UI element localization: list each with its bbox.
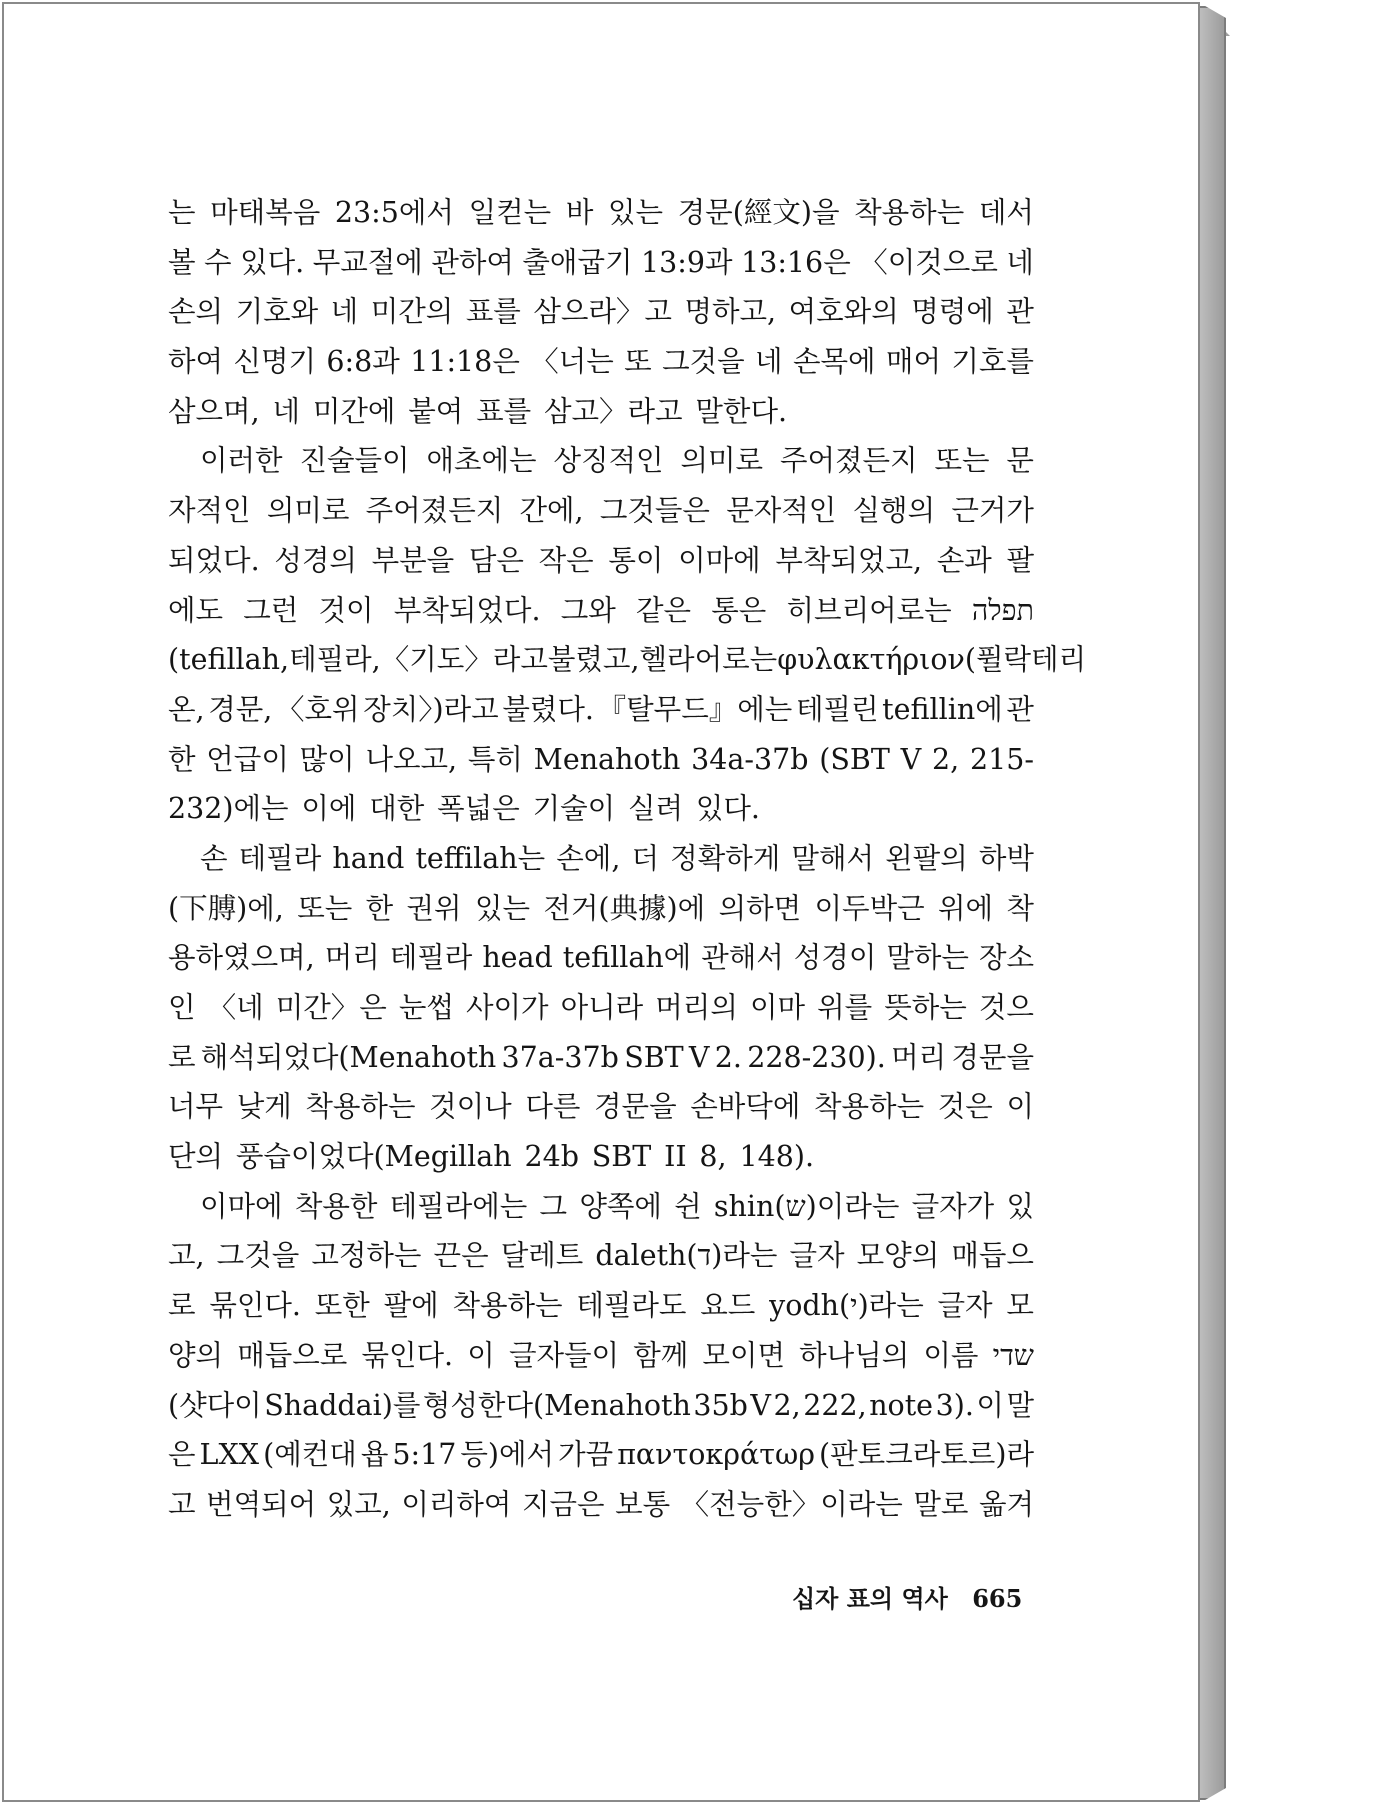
word: 부착되었고,: [775, 543, 923, 577]
word: 34a-37b: [691, 742, 809, 776]
word: 이: [976, 1388, 1004, 1422]
text-line: [168, 784, 1034, 834]
text-line: [168, 1281, 1034, 1331]
word: 〈네: [207, 991, 264, 1024]
word: 너무: [168, 1090, 224, 1124]
word: note: [869, 1388, 934, 1422]
word: 미간에: [312, 394, 396, 428]
word: (퓔락테리: [964, 643, 1087, 677]
word: 매듭으로: [237, 1338, 348, 1372]
word: 불렸고,: [547, 643, 640, 677]
word: 단의: [168, 1140, 224, 1174]
word: 6:8과: [326, 345, 400, 379]
word: 자적인: [168, 494, 251, 528]
text-line: [168, 536, 1034, 586]
page-footer: [792, 1579, 1022, 1614]
word: 매듭으: [951, 1239, 1034, 1273]
word: shin(ש)이라는: [713, 1189, 900, 1223]
word: 사이가: [465, 991, 549, 1024]
word: 해석되었다(Menahoth: [200, 1040, 497, 1074]
word: 부착되었다.: [393, 593, 541, 627]
word: 228-230).: [747, 1040, 886, 1074]
word: 35b: [693, 1388, 748, 1422]
word: 가끔: [558, 1438, 614, 1472]
word: 네: [330, 295, 359, 329]
word: 테필라,: [289, 643, 381, 677]
word: 〈이것으로: [859, 245, 998, 279]
word: 애초에는: [426, 444, 537, 478]
text-line: [168, 1430, 1034, 1480]
word: 5:17: [392, 1438, 457, 1472]
word: 〈호위: [276, 692, 360, 726]
text-line: [168, 188, 1034, 238]
text-line: [168, 635, 1087, 685]
word: V: [900, 742, 922, 776]
word: 말하는: [886, 941, 969, 975]
word: παντοκράτωρ: [617, 1438, 815, 1472]
word: 말로: [913, 1487, 969, 1521]
word: 것이나: [429, 1090, 512, 1124]
word: 불렸다.: [502, 692, 594, 726]
text-line: [168, 238, 1034, 288]
word: teffilah는: [415, 841, 546, 875]
word: 그: [539, 1189, 568, 1223]
word: 그것을: [662, 345, 745, 379]
word: 정확하게: [670, 841, 781, 875]
word: 되었다.: [168, 543, 260, 577]
word: 하나님의: [799, 1338, 910, 1372]
word: 나오고,: [365, 742, 458, 776]
word: 〈전능한〉이라는: [680, 1487, 903, 1521]
word: 주어졌든지: [779, 444, 918, 478]
word: 장치〉)라고: [363, 692, 499, 726]
word: 지금은: [521, 1487, 605, 1521]
word: 한: [168, 742, 196, 776]
word: hand: [332, 841, 405, 875]
word: 상징적인: [553, 444, 664, 478]
word: 미간의: [370, 295, 454, 329]
word: 표를: [476, 394, 532, 428]
word: 이마에: [200, 1189, 283, 1223]
word: 달레트: [500, 1239, 584, 1273]
word: 손: [200, 841, 228, 875]
page-number: 665: [972, 1584, 1023, 1613]
text-line: [168, 933, 1034, 983]
word: 히브리어로는: [786, 593, 952, 627]
word: 의하면: [718, 891, 802, 925]
word: 실행의: [852, 494, 936, 528]
word: 주어졌든지: [365, 494, 504, 528]
word: 관: [1006, 692, 1034, 726]
word: 232)에는: [168, 792, 289, 826]
word: 이에: [301, 792, 357, 826]
word: 것이: [318, 593, 374, 627]
word: 기호와: [235, 295, 319, 329]
word: 37a-37b: [501, 1040, 619, 1074]
word: 통은: [711, 593, 767, 627]
word: (tefillah,: [168, 643, 290, 677]
word: daleth(ד)라는: [595, 1239, 778, 1273]
word: 머리의: [655, 991, 738, 1024]
word: 것으: [978, 991, 1034, 1024]
word: 8,: [699, 1140, 727, 1174]
word: 일컫는: [468, 196, 552, 229]
text-line: [168, 1480, 1034, 1530]
word: 네: [755, 345, 783, 379]
text-line: [168, 884, 1034, 934]
word: 그것을: [216, 1239, 300, 1273]
word: 담은: [468, 543, 524, 577]
word: (SBT: [819, 742, 890, 776]
text-line: [168, 387, 1034, 437]
text-line: [168, 1132, 1034, 1182]
word: 테필라도: [576, 1289, 687, 1323]
word: 있고,: [326, 1487, 391, 1521]
word: 모양의: [856, 1239, 940, 1273]
word: 은: [168, 1438, 196, 1472]
word: 등)에서: [460, 1438, 555, 1472]
word: φυλακτήριον: [777, 643, 965, 677]
word: 이: [467, 1338, 495, 1372]
word: 머리: [324, 941, 380, 975]
word: (예컨대: [263, 1438, 357, 1472]
word: 같은: [635, 593, 692, 627]
word: 테필라: [389, 941, 473, 975]
word: 『탈무드』에는: [597, 692, 793, 726]
word: 손바닥에: [690, 1090, 801, 1124]
word: 손에,: [556, 841, 621, 875]
word: 있: [1006, 1189, 1034, 1223]
word: 언급이: [206, 742, 289, 776]
text-line: [168, 1381, 1034, 1431]
word: 장소: [978, 941, 1034, 975]
word: 고: [168, 1487, 196, 1521]
word: 매어: [885, 345, 941, 379]
word: 표를: [465, 295, 521, 329]
word: 로: [168, 1289, 196, 1323]
word: 출애굽기: [522, 245, 633, 279]
word: 손목에: [792, 345, 876, 379]
running-title: 십자 표의 역사: [792, 1585, 948, 1613]
word: 낮게: [236, 1090, 292, 1124]
word: 이름: [923, 1338, 979, 1372]
word: 용하였으며,: [168, 941, 315, 975]
text-line: [168, 486, 1034, 536]
word: 말: [1006, 1388, 1034, 1422]
word: 왼팔의: [885, 841, 968, 875]
word: 문자적인: [726, 494, 837, 528]
text-line: [168, 1033, 1034, 1083]
word: 눈썹: [398, 991, 454, 1024]
word: 무교절에: [312, 245, 423, 279]
word: 13:16은: [741, 245, 851, 279]
word: 고정하는: [311, 1239, 422, 1273]
word: 아니라: [560, 991, 644, 1024]
word: 착용하는: [854, 196, 965, 229]
word: 형성한다(Menahoth: [422, 1388, 691, 1422]
word: 손과: [936, 543, 992, 577]
word: 위에: [938, 891, 994, 925]
word: 말해서: [791, 841, 875, 875]
word: 삼으며,: [168, 394, 260, 428]
word: II: [664, 1140, 687, 1174]
word: 또한: [314, 1289, 370, 1323]
word: 인: [168, 991, 196, 1024]
word: 번역되어: [206, 1487, 317, 1521]
word: 테필라에는: [389, 1189, 528, 1223]
word: 테필라: [238, 841, 322, 875]
text-line: [168, 735, 1034, 785]
body-text: [168, 188, 1087, 1530]
word: 이: [1006, 1090, 1034, 1124]
word: 특히: [467, 742, 523, 776]
word: 삼으라〉고: [533, 295, 672, 329]
text-line: [168, 685, 1034, 735]
word: 미간〉은: [275, 991, 387, 1024]
word: 착용한: [294, 1189, 378, 1223]
word: 수: [204, 245, 232, 279]
word: 바: [565, 196, 594, 229]
word: 문: [1006, 444, 1034, 478]
text-line: [168, 834, 1034, 884]
word: 요드: [700, 1289, 756, 1323]
word: 또: [624, 345, 652, 379]
text-line: [168, 586, 1034, 636]
word: 삼고〉라고: [543, 394, 683, 428]
word: 관하여: [431, 245, 514, 279]
word: 로: [168, 1040, 196, 1074]
word: V: [688, 1040, 710, 1074]
word: 함께: [633, 1338, 689, 1372]
word: 착용하는: [305, 1090, 416, 1124]
word: 하박: [978, 841, 1034, 875]
word: 위를: [817, 991, 873, 1024]
word: 명하고,: [684, 295, 777, 329]
word: 것은: [937, 1090, 993, 1124]
word: 부분을: [371, 543, 455, 577]
word: 묶인다.: [361, 1338, 454, 1372]
word: SBT: [591, 1140, 652, 1174]
word: 기술이: [532, 792, 616, 826]
word: 말한다.: [695, 394, 788, 428]
word: 다른: [525, 1090, 581, 1124]
word: 테필린: [795, 692, 879, 726]
word: tefillah에: [562, 941, 692, 975]
text-line: [168, 287, 1034, 337]
word: tefillin에: [882, 692, 1003, 726]
word: 욥: [360, 1438, 389, 1472]
word: 있는: [474, 891, 530, 925]
word: 경문을: [594, 1090, 677, 1124]
word: 에도: [168, 593, 224, 627]
text-line: [168, 1182, 1034, 1232]
word: 신명기: [233, 345, 317, 379]
word: 착용하는: [452, 1289, 563, 1323]
word: 보통: [615, 1487, 671, 1521]
word: LXX: [199, 1438, 260, 1472]
word: 여호와의: [788, 295, 899, 329]
word: 하여: [168, 345, 224, 379]
word: (下膊)에,: [168, 891, 284, 925]
word: 양의: [168, 1338, 224, 1372]
word: 〈기도〉라고: [380, 643, 548, 677]
word: 끈은: [433, 1239, 489, 1273]
word: 11:18은: [410, 345, 520, 379]
word: 성경이: [793, 941, 877, 975]
word: 풍습이었다(Megillah: [235, 1140, 512, 1174]
word: 글자: [937, 1289, 993, 1323]
word: yodh(י)라는: [769, 1289, 924, 1323]
word: 그것들은: [599, 494, 710, 528]
word: 있다.: [695, 792, 760, 826]
word: 또는: [934, 444, 990, 478]
word: 고,: [168, 1239, 205, 1273]
word: 관해서: [701, 941, 784, 975]
word: 통이: [608, 543, 664, 577]
word: 네: [1006, 245, 1034, 279]
word: 머리: [891, 1040, 947, 1074]
word: 이두박근: [814, 891, 925, 925]
word: 이리하여: [401, 1487, 512, 1521]
word: 글자: [789, 1239, 845, 1273]
word: 데서: [978, 196, 1034, 229]
word: 팔: [1006, 543, 1034, 577]
word: 의미로: [266, 494, 350, 528]
word: 손의: [168, 295, 224, 329]
word: 의미로: [680, 444, 764, 478]
word: 네: [272, 394, 300, 428]
word: 팔에: [383, 1289, 439, 1323]
word: 글자가: [911, 1189, 995, 1223]
word: 24b: [524, 1140, 579, 1174]
word: 는: [168, 196, 196, 229]
word: 권위: [406, 891, 462, 925]
text-line: [168, 436, 1034, 486]
word: 관: [1006, 295, 1034, 329]
word: 이러한: [200, 444, 283, 478]
word: 3).: [935, 1388, 974, 1422]
word: 2.: [714, 1040, 742, 1074]
word: Shaddai)를: [264, 1388, 421, 1422]
word: 이마에: [678, 543, 761, 577]
text-line: [168, 1231, 1034, 1281]
word: 헬라어로는: [639, 643, 778, 677]
word: 그런: [243, 593, 299, 627]
word: head: [482, 941, 553, 975]
word: 쉰: [674, 1189, 702, 1223]
word: 양쪽에: [579, 1189, 662, 1223]
word: 볼: [168, 245, 196, 279]
word: 성경의: [274, 543, 357, 577]
word: 명령에: [911, 295, 994, 329]
word: 〈너는: [530, 345, 614, 379]
word: 경문,: [208, 692, 273, 726]
text-line: [168, 1082, 1034, 1132]
word: 2,: [931, 742, 960, 776]
word: 실려: [627, 792, 684, 826]
word: SBT: [624, 1040, 684, 1074]
word: 모: [1006, 1289, 1034, 1323]
word: 묶인다.: [209, 1289, 301, 1323]
word: 많이: [299, 742, 355, 776]
word: 148).: [739, 1140, 815, 1174]
word: 옮겨: [978, 1487, 1034, 1521]
word: V: [750, 1388, 771, 1422]
word: 전거(典據)에: [543, 891, 706, 925]
word: שדי: [992, 1338, 1034, 1372]
word: 붙여: [408, 394, 464, 428]
word: 215-: [969, 742, 1034, 776]
word: תפלה: [971, 593, 1034, 627]
word: 2,: [773, 1388, 801, 1422]
word: 있다.: [240, 245, 305, 279]
word: 한: [365, 891, 394, 925]
word: 대한: [369, 792, 425, 826]
text-line: [168, 337, 1034, 387]
word: 간에,: [519, 494, 584, 528]
word: (판토크라토르)라: [819, 1438, 1034, 1472]
word: (샷다이: [168, 1388, 262, 1422]
word: 이마: [749, 991, 805, 1024]
word: 온,: [168, 692, 205, 726]
word: 진술들이: [299, 444, 410, 478]
word: 글자들이: [508, 1338, 620, 1372]
text-line: [168, 1331, 1034, 1381]
word: 있는: [607, 196, 664, 229]
word: 착용하는: [814, 1090, 925, 1124]
word: 착: [1006, 891, 1034, 925]
word: 23:5에서: [334, 196, 454, 229]
word: 경문을: [951, 1040, 1034, 1074]
word: 13:9과: [641, 245, 733, 279]
book-page-edge: [1200, 6, 1226, 1800]
word: 근거가: [951, 494, 1034, 528]
word: 경문(經文)을: [677, 196, 840, 229]
word: 더: [631, 841, 660, 875]
word: 그와: [560, 593, 616, 627]
word: 모이면: [702, 1338, 785, 1372]
word: 기호를: [951, 345, 1034, 379]
word: 작은: [538, 543, 594, 577]
word: Menahoth: [533, 742, 681, 776]
word: 폭넓은: [437, 792, 520, 826]
text-line: [168, 983, 1034, 1033]
word: 또는: [297, 891, 353, 925]
word: 마태복음: [210, 196, 321, 229]
word: 뜻하는: [884, 991, 967, 1024]
word: 222,: [803, 1388, 867, 1422]
